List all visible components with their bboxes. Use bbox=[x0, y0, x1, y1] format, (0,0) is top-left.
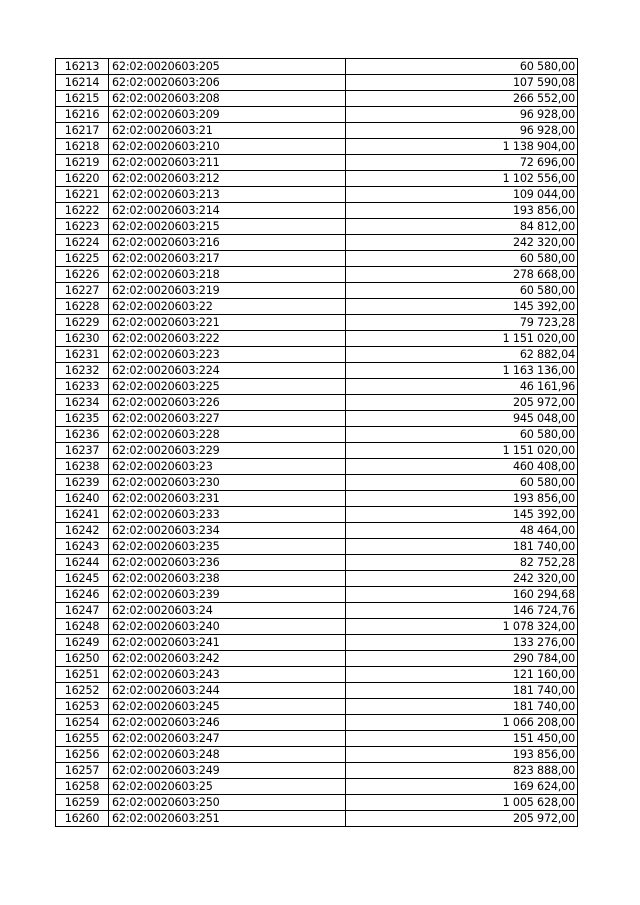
row-number-cell: 16251 bbox=[56, 667, 109, 683]
table-row bbox=[56, 267, 578, 283]
cadastral-number-cell: 62:02:0020603:227 bbox=[109, 411, 346, 427]
table-row bbox=[56, 283, 578, 299]
cadastral-number-cell: 62:02:0020603:246 bbox=[109, 715, 346, 731]
table-row bbox=[56, 91, 578, 107]
cadastral-number-cell: 62:02:0020603:212 bbox=[109, 171, 346, 187]
cadastral-value-cell: 160 294,68 bbox=[346, 587, 578, 603]
table-row bbox=[56, 555, 578, 571]
cadastral-value-cell: 1 066 208,00 bbox=[346, 715, 578, 731]
cadastral-value-cell: 82 752,28 bbox=[346, 555, 578, 571]
table-row bbox=[56, 523, 578, 539]
cadastral-number-cell: 62:02:0020603:218 bbox=[109, 267, 346, 283]
row-number-cell: 16238 bbox=[56, 459, 109, 475]
cadastral-number-cell: 62:02:0020603:226 bbox=[109, 395, 346, 411]
cadastral-value-cell: 62 882,04 bbox=[346, 347, 578, 363]
table-row bbox=[56, 395, 578, 411]
row-number-cell: 16236 bbox=[56, 427, 109, 443]
table-row bbox=[56, 363, 578, 379]
row-number-cell: 16241 bbox=[56, 507, 109, 523]
table-row bbox=[56, 587, 578, 603]
cadastral-value-cell: 79 723,28 bbox=[346, 315, 578, 331]
cadastral-number-cell: 62:02:0020603:236 bbox=[109, 555, 346, 571]
table-row bbox=[56, 203, 578, 219]
cadastral-value-cell: 945 048,00 bbox=[346, 411, 578, 427]
cadastral-value-cell: 242 320,00 bbox=[346, 235, 578, 251]
cadastral-number-cell: 62:02:0020603:211 bbox=[109, 155, 346, 171]
cadastral-value-cell: 169 624,00 bbox=[346, 779, 578, 795]
table-row bbox=[56, 475, 578, 491]
cadastral-value-cell: 1 102 556,00 bbox=[346, 171, 578, 187]
cadastral-value-cell: 1 163 136,00 bbox=[346, 363, 578, 379]
row-number-cell: 16231 bbox=[56, 347, 109, 363]
row-number-cell: 16234 bbox=[56, 395, 109, 411]
cadastral-value-cell: 121 160,00 bbox=[346, 667, 578, 683]
table-row bbox=[56, 651, 578, 667]
row-number-cell: 16214 bbox=[56, 75, 109, 91]
table-row bbox=[56, 683, 578, 699]
table-row bbox=[56, 123, 578, 139]
row-number-cell: 16246 bbox=[56, 587, 109, 603]
table-row bbox=[56, 779, 578, 795]
table-row bbox=[56, 219, 578, 235]
cadastral-number-cell: 62:02:0020603:210 bbox=[109, 139, 346, 155]
cadastral-value-cell: 1 151 020,00 bbox=[346, 331, 578, 347]
cadastral-number-cell: 62:02:0020603:243 bbox=[109, 667, 346, 683]
row-number-cell: 16216 bbox=[56, 107, 109, 123]
row-number-cell: 16220 bbox=[56, 171, 109, 187]
cadastral-number-cell: 62:02:0020603:25 bbox=[109, 779, 346, 795]
table-row bbox=[56, 811, 578, 827]
cadastral-number-cell: 62:02:0020603:251 bbox=[109, 811, 346, 827]
row-number-cell: 16242 bbox=[56, 523, 109, 539]
cadastral-number-cell: 62:02:0020603:244 bbox=[109, 683, 346, 699]
table-row bbox=[56, 59, 578, 75]
row-number-cell: 16237 bbox=[56, 443, 109, 459]
table-row bbox=[56, 379, 578, 395]
table-row bbox=[56, 619, 578, 635]
cadastral-value-cell: 72 696,00 bbox=[346, 155, 578, 171]
table-row bbox=[56, 539, 578, 555]
table-row bbox=[56, 331, 578, 347]
cadastral-number-cell: 62:02:0020603:230 bbox=[109, 475, 346, 491]
cadastral-value-cell: 107 590,08 bbox=[346, 75, 578, 91]
row-number-cell: 16221 bbox=[56, 187, 109, 203]
table-row bbox=[56, 187, 578, 203]
row-number-cell: 16245 bbox=[56, 571, 109, 587]
table-row bbox=[56, 699, 578, 715]
row-number-cell: 16222 bbox=[56, 203, 109, 219]
cadastral-value-cell: 96 928,00 bbox=[346, 123, 578, 139]
table-row bbox=[56, 139, 578, 155]
cadastral-value-cell: 133 276,00 bbox=[346, 635, 578, 651]
row-number-cell: 16260 bbox=[56, 811, 109, 827]
row-number-cell: 16240 bbox=[56, 491, 109, 507]
table-row bbox=[56, 347, 578, 363]
row-number-cell: 16232 bbox=[56, 363, 109, 379]
cadastral-number-cell: 62:02:0020603:250 bbox=[109, 795, 346, 811]
cadastral-number-cell: 62:02:0020603:24 bbox=[109, 603, 346, 619]
row-number-cell: 16213 bbox=[56, 59, 109, 75]
cadastral-value-cell: 242 320,00 bbox=[346, 571, 578, 587]
cadastral-value-cell: 145 392,00 bbox=[346, 299, 578, 315]
cadastral-number-cell: 62:02:0020603:216 bbox=[109, 235, 346, 251]
table-row bbox=[56, 491, 578, 507]
row-number-cell: 16239 bbox=[56, 475, 109, 491]
row-number-cell: 16235 bbox=[56, 411, 109, 427]
cadastral-number-cell: 62:02:0020603:231 bbox=[109, 491, 346, 507]
cadastral-value-cell: 278 668,00 bbox=[346, 267, 578, 283]
cadastral-value-cell: 1 138 904,00 bbox=[346, 139, 578, 155]
table-row bbox=[56, 75, 578, 91]
cadastral-number-cell: 62:02:0020603:248 bbox=[109, 747, 346, 763]
row-number-cell: 16259 bbox=[56, 795, 109, 811]
cadastral-number-cell: 62:02:0020603:222 bbox=[109, 331, 346, 347]
row-number-cell: 16257 bbox=[56, 763, 109, 779]
cadastral-number-cell: 62:02:0020603:235 bbox=[109, 539, 346, 555]
cadastral-number-cell: 62:02:0020603:205 bbox=[109, 59, 346, 75]
cadastral-value-cell: 60 580,00 bbox=[346, 475, 578, 491]
cadastral-value-cell: 181 740,00 bbox=[346, 683, 578, 699]
cadastral-number-cell: 62:02:0020603:215 bbox=[109, 219, 346, 235]
cadastral-number-cell: 62:02:0020603:229 bbox=[109, 443, 346, 459]
cadastral-number-cell: 62:02:0020603:233 bbox=[109, 507, 346, 523]
cadastral-value-cell: 60 580,00 bbox=[346, 283, 578, 299]
cadastral-value-cell: 1 005 628,00 bbox=[346, 795, 578, 811]
cadastral-number-cell: 62:02:0020603:209 bbox=[109, 107, 346, 123]
row-number-cell: 16223 bbox=[56, 219, 109, 235]
cadastral-value-cell: 1 078 324,00 bbox=[346, 619, 578, 635]
cadastral-number-cell: 62:02:0020603:206 bbox=[109, 75, 346, 91]
row-number-cell: 16255 bbox=[56, 731, 109, 747]
cadastral-value-cell: 151 450,00 bbox=[346, 731, 578, 747]
row-number-cell: 16230 bbox=[56, 331, 109, 347]
cadastral-value-cell: 290 784,00 bbox=[346, 651, 578, 667]
cadastral-number-cell: 62:02:0020603:249 bbox=[109, 763, 346, 779]
row-number-cell: 16254 bbox=[56, 715, 109, 731]
cadastral-value-cell: 84 812,00 bbox=[346, 219, 578, 235]
table-row bbox=[56, 715, 578, 731]
cadastral-value-cell: 205 972,00 bbox=[346, 811, 578, 827]
table-row bbox=[56, 667, 578, 683]
cadastral-number-cell: 62:02:0020603:23 bbox=[109, 459, 346, 475]
table-row bbox=[56, 443, 578, 459]
row-number-cell: 16258 bbox=[56, 779, 109, 795]
row-number-cell: 16233 bbox=[56, 379, 109, 395]
cadastral-number-cell: 62:02:0020603:247 bbox=[109, 731, 346, 747]
cadastral-number-cell: 62:02:0020603:214 bbox=[109, 203, 346, 219]
row-number-cell: 16225 bbox=[56, 251, 109, 267]
row-number-cell: 16253 bbox=[56, 699, 109, 715]
cadastral-number-cell: 62:02:0020603:245 bbox=[109, 699, 346, 715]
row-number-cell: 16224 bbox=[56, 235, 109, 251]
table-row bbox=[56, 459, 578, 475]
table-row bbox=[56, 747, 578, 763]
row-number-cell: 16227 bbox=[56, 283, 109, 299]
cadastral-number-cell: 62:02:0020603:22 bbox=[109, 299, 346, 315]
cadastral-value-cell: 60 580,00 bbox=[346, 427, 578, 443]
cadastral-value-cell: 145 392,00 bbox=[346, 507, 578, 523]
cadastral-value-cell: 193 856,00 bbox=[346, 747, 578, 763]
cadastral-value-cell: 193 856,00 bbox=[346, 203, 578, 219]
row-number-cell: 16215 bbox=[56, 91, 109, 107]
cadastral-value-table bbox=[55, 58, 578, 827]
table-row bbox=[56, 507, 578, 523]
cadastral-number-cell: 62:02:0020603:228 bbox=[109, 427, 346, 443]
cadastral-value-cell: 460 408,00 bbox=[346, 459, 578, 475]
table-row bbox=[56, 155, 578, 171]
table-row bbox=[56, 315, 578, 331]
table-row bbox=[56, 731, 578, 747]
row-number-cell: 16256 bbox=[56, 747, 109, 763]
table-body bbox=[56, 59, 578, 827]
table-row bbox=[56, 171, 578, 187]
row-number-cell: 16250 bbox=[56, 651, 109, 667]
cadastral-number-cell: 62:02:0020603:213 bbox=[109, 187, 346, 203]
cadastral-number-cell: 62:02:0020603:242 bbox=[109, 651, 346, 667]
table-row bbox=[56, 299, 578, 315]
row-number-cell: 16249 bbox=[56, 635, 109, 651]
cadastral-number-cell: 62:02:0020603:241 bbox=[109, 635, 346, 651]
row-number-cell: 16229 bbox=[56, 315, 109, 331]
cadastral-number-cell: 62:02:0020603:21 bbox=[109, 123, 346, 139]
cadastral-value-cell: 205 972,00 bbox=[346, 395, 578, 411]
row-number-cell: 16219 bbox=[56, 155, 109, 171]
cadastral-number-cell: 62:02:0020603:221 bbox=[109, 315, 346, 331]
row-number-cell: 16243 bbox=[56, 539, 109, 555]
cadastral-value-cell: 48 464,00 bbox=[346, 523, 578, 539]
cadastral-number-cell: 62:02:0020603:240 bbox=[109, 619, 346, 635]
cadastral-value-cell: 266 552,00 bbox=[346, 91, 578, 107]
table-row bbox=[56, 427, 578, 443]
row-number-cell: 16252 bbox=[56, 683, 109, 699]
row-number-cell: 16217 bbox=[56, 123, 109, 139]
cadastral-value-cell: 60 580,00 bbox=[346, 59, 578, 75]
cadastral-value-cell: 146 724,76 bbox=[346, 603, 578, 619]
row-number-cell: 16247 bbox=[56, 603, 109, 619]
cadastral-value-cell: 1 151 020,00 bbox=[346, 443, 578, 459]
cadastral-value-cell: 193 856,00 bbox=[346, 491, 578, 507]
cadastral-number-cell: 62:02:0020603:208 bbox=[109, 91, 346, 107]
table-row bbox=[56, 603, 578, 619]
cadastral-number-cell: 62:02:0020603:223 bbox=[109, 347, 346, 363]
table-row bbox=[56, 235, 578, 251]
cadastral-value-cell: 823 888,00 bbox=[346, 763, 578, 779]
row-number-cell: 16226 bbox=[56, 267, 109, 283]
cadastral-value-cell: 60 580,00 bbox=[346, 251, 578, 267]
cadastral-value-cell: 46 161,96 bbox=[346, 379, 578, 395]
cadastral-number-cell: 62:02:0020603:239 bbox=[109, 587, 346, 603]
table-row bbox=[56, 107, 578, 123]
cadastral-number-cell: 62:02:0020603:219 bbox=[109, 283, 346, 299]
table-row bbox=[56, 795, 578, 811]
table-row bbox=[56, 251, 578, 267]
cadastral-number-cell: 62:02:0020603:234 bbox=[109, 523, 346, 539]
cadastral-number-cell: 62:02:0020603:224 bbox=[109, 363, 346, 379]
cadastral-value-cell: 181 740,00 bbox=[346, 699, 578, 715]
row-number-cell: 16244 bbox=[56, 555, 109, 571]
cadastral-value-cell: 181 740,00 bbox=[346, 539, 578, 555]
cadastral-value-cell: 109 044,00 bbox=[346, 187, 578, 203]
cadastral-number-cell: 62:02:0020603:217 bbox=[109, 251, 346, 267]
cadastral-number-cell: 62:02:0020603:238 bbox=[109, 571, 346, 587]
table-row bbox=[56, 635, 578, 651]
table-row bbox=[56, 411, 578, 427]
cadastral-value-cell: 96 928,00 bbox=[346, 107, 578, 123]
table-row bbox=[56, 763, 578, 779]
table-row bbox=[56, 571, 578, 587]
row-number-cell: 16218 bbox=[56, 139, 109, 155]
row-number-cell: 16248 bbox=[56, 619, 109, 635]
cadastral-number-cell: 62:02:0020603:225 bbox=[109, 379, 346, 395]
row-number-cell: 16228 bbox=[56, 299, 109, 315]
